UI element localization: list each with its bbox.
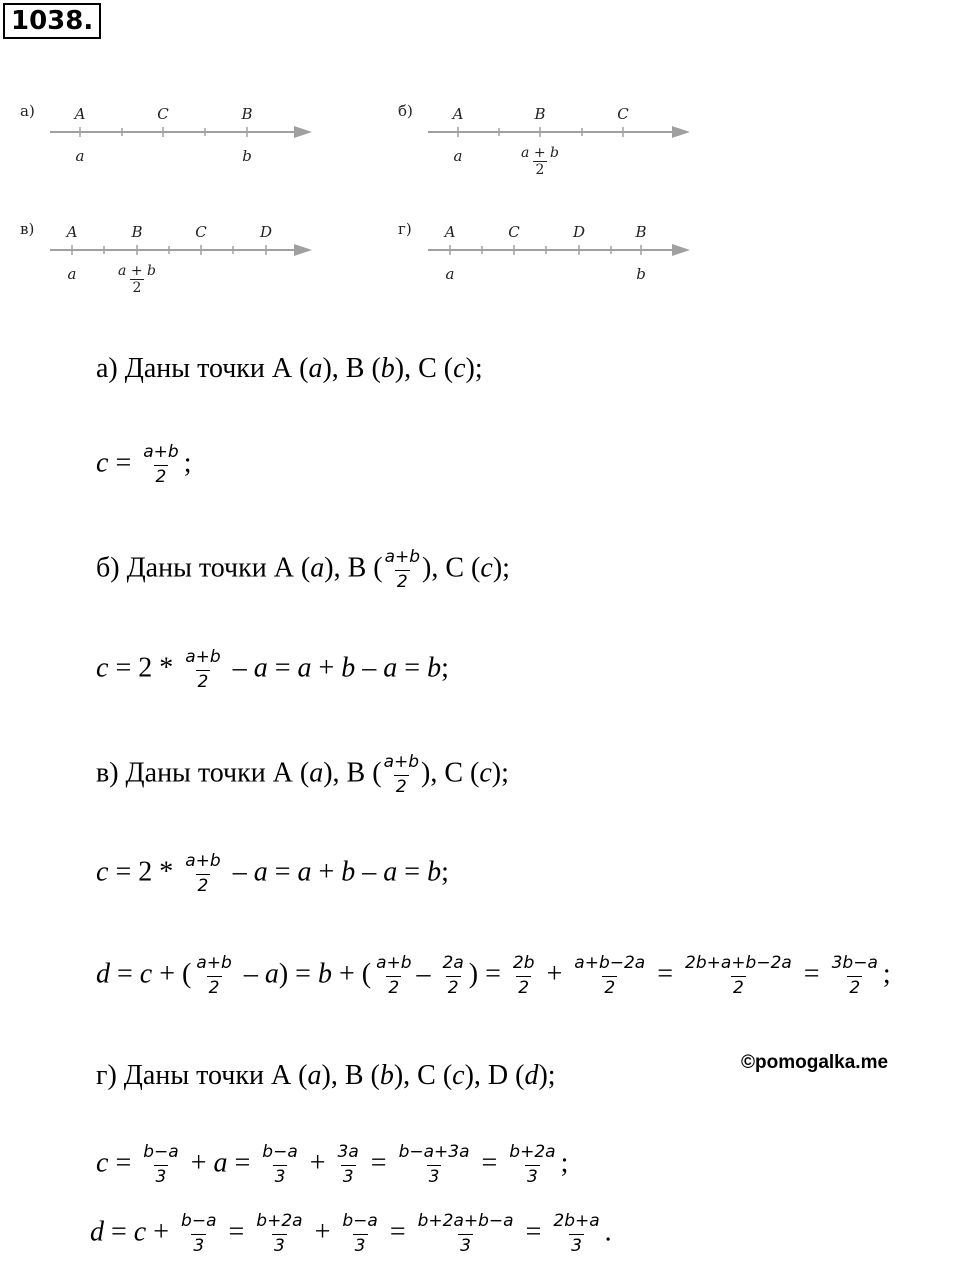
label-C: C [157,105,169,123]
value-a: a [453,147,463,165]
solution-a-formula: c = $\frac{a+b}{2}$ ; [96,442,192,487]
frac-denominator: 2 [533,161,548,178]
value-a: a [75,147,85,165]
fraction: $\frac{a+b}{2}$ [143,442,179,487]
value-b: b [242,147,252,165]
label-D: D [572,223,586,241]
text: а) Даны точки А ( [96,353,309,384]
text: б) Даны точки А ( [96,552,311,584]
fraction: $\frac{a+b-2a}{2}$ [574,953,646,998]
diagram-tag-g: г) [398,220,412,238]
label-B: B [534,105,546,123]
value-a: a [445,265,455,283]
fraction: $\frac{b+2a+b-a}{3}$ [417,1211,514,1256]
frac-denominator: 2 [130,279,145,296]
label-C: C [195,223,207,241]
fraction: $\frac{2b}{2}$ [512,953,535,998]
solution-v-formula-d: d = c + ( $\frac{a+b}{2}$ – a) = b + ( $\frac{a+b}{2}$ – $\frac{2a}{2}$ ) = $\frac{2b}{2}$ + $\frac{a+b-2a}{2}$ = $\frac{2b+a+b-2a}{2}$ = $\frac{3b-a}{2}$ ; [96,953,891,998]
solution-v-formula-c: c = 2 * $\frac{a+b}{2}$ – a = a + b – a = b; [96,851,449,896]
fraction: $\frac{b-a+3a}{3}$ [398,1142,470,1187]
text: в) Даны точки А ( [96,757,310,789]
number-line-b [398,100,728,190]
label-A: A [452,105,464,123]
var-b: b [380,353,395,384]
fraction: $\frac{b-a}{3}$ [143,1142,179,1187]
fraction: $\frac{b+2a}{3}$ [256,1211,303,1256]
frac-numerator: a + b [118,263,156,279]
text: ), D ( [464,1060,525,1091]
fraction: $\frac{a+b}{2}$ [196,953,232,998]
problem-number: 1038. [3,3,101,39]
label-D: D [259,223,273,241]
label-C: C [508,223,520,241]
fraction: $\frac{2a}{2}$ [442,953,464,998]
fraction: $\frac{b+2a}{3}$ [509,1142,556,1187]
fraction: $\frac{3a}{3}$ [337,1142,359,1187]
number-line-a [20,100,350,190]
fraction: $\frac{2b+a}{3}$ [553,1211,600,1256]
fraction: $\frac{a+b}{2}$ [185,647,221,692]
text: ), С ( [394,353,454,384]
diagram-tag-b: б) [398,102,413,120]
fraction: $\frac{b-a}{3}$ [181,1211,217,1256]
solution-b-given: б) Даны точки А (a), В ( $\frac{a+b}{2}$ ), С (c); [96,547,510,592]
text: ), В ( [321,1060,380,1091]
fraction: $\frac{b-a}{3}$ [262,1142,298,1187]
number-line-v [20,218,350,308]
text: ), В ( [324,552,383,584]
label-A: A [444,223,456,241]
watermark: ©pomogalka.me [741,1052,889,1073]
label-B: B [241,105,253,123]
label-A: A [66,223,78,241]
fraction: $\frac{3b-a}{2}$ [831,953,878,998]
text: ), С ( [393,1060,453,1091]
fraction: $\frac{a+b}{2}$ [384,547,421,592]
value-midpoint [518,145,562,178]
text: ), В ( [323,757,382,789]
solution-g-formula-d: d = c + $\frac{b-a}{3}$ = $\frac{b+2a}{3}$ + $\frac{b-a}{3}$ = $\frac{b+2a+b-a}{3}$ = $\frac{2b+a}{3}$ . [90,1211,612,1256]
fraction: $\frac{a+b}{2}$ [376,953,412,998]
value-midpoint [115,263,159,296]
label-B: B [635,223,647,241]
solution-g-formula-c: c = $\frac{b-a}{3}$ + a = $\frac{b-a}{3}$ + $\frac{3a}{3}$ = $\frac{b-a+3a}{3}$ = $\frac{b+2a}{3}$ ; [96,1142,569,1187]
var-a: a [308,353,323,384]
value-b: b [636,265,646,283]
text: ); [491,757,509,789]
solution-a-given [96,355,483,383]
fraction: $\frac{a+b}{2}$ [185,851,221,896]
solution-v-given: в) Даны точки А (a), В ( $\frac{a+b}{2}$ ), С (c); [96,752,509,797]
text: ), С ( [421,757,480,789]
text: ); [465,353,483,384]
diagram-tag-v: в) [20,220,35,238]
frac-numerator: a + b [521,145,559,161]
label-A: A [74,105,86,123]
solution-b-formula: c = 2 * $\frac{a+b}{2}$ – a = a + b – a = b; [96,647,449,692]
diagram-tag-a: а) [20,102,35,120]
text: ); [492,552,510,584]
label-B: B [131,223,143,241]
value-a: a [67,265,77,283]
number-line-a-axis [20,100,350,190]
fraction: $\frac{a+b}{2}$ [383,752,420,797]
text: ), С ( [422,552,481,584]
number-line-b-axis [398,100,728,190]
label-C: C [617,105,629,123]
number-line-g [398,218,728,308]
solution-g-given: г) Даны точки А (a), В (b), С (c), D (d); [96,1060,556,1091]
text: г) Даны точки А ( [96,1060,308,1091]
var-c: c [453,353,466,384]
text: ); [538,1060,556,1091]
fraction: $\frac{2b+a+b-2a}{2}$ [685,953,792,998]
fraction: $\frac{b-a}{3}$ [342,1211,378,1256]
text: ), В ( [322,353,381,384]
